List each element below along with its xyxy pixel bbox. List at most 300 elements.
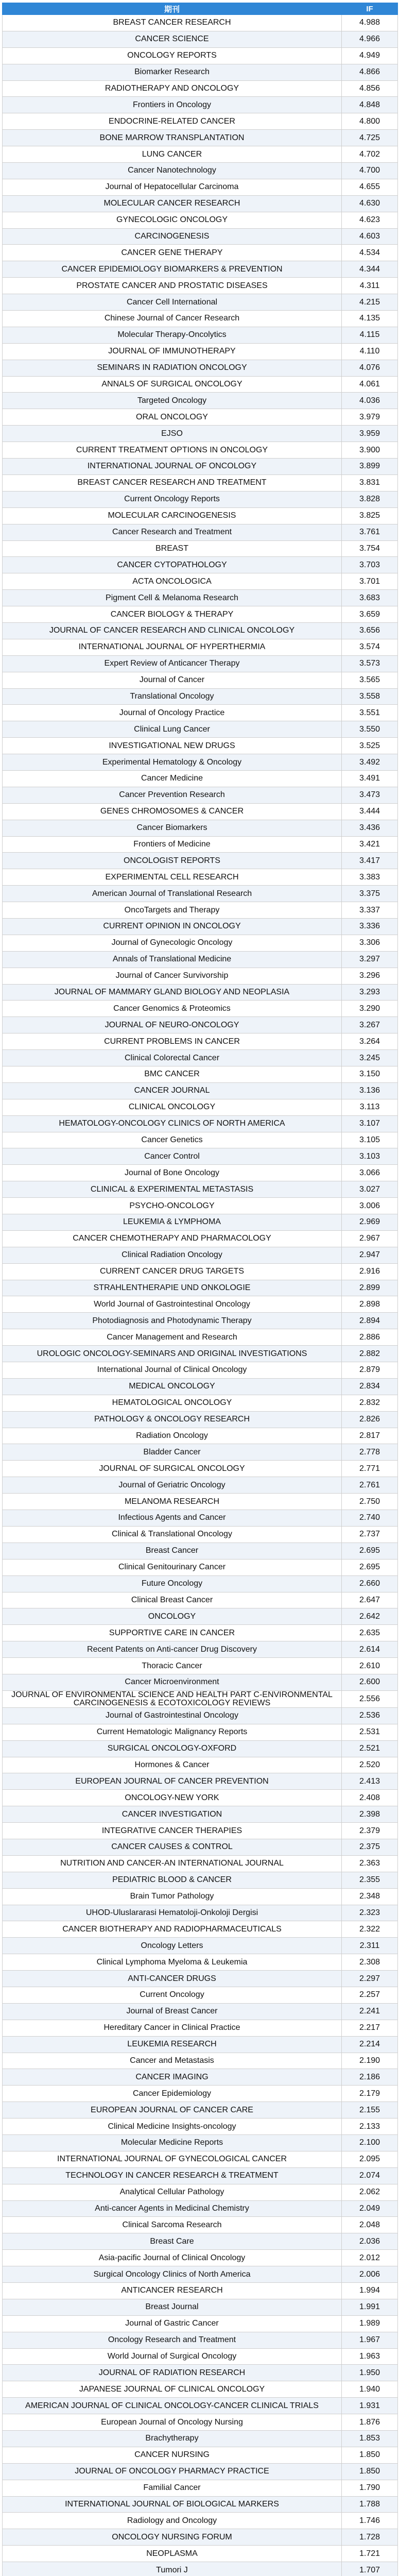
table-row	[3, 1575, 398, 1592]
table-row	[3, 294, 398, 311]
table-row	[3, 1066, 398, 1083]
table-row	[3, 918, 398, 935]
table-row	[3, 343, 398, 360]
impact-factor-cell: 2.536	[342, 1707, 398, 1724]
impact-factor-cell: 3.150	[342, 1066, 398, 1083]
journal-name-cell: INTERNATIONAL JOURNAL OF BIOLOGICAL MARKERS	[3, 2496, 342, 2513]
impact-factor-cell: 3.565	[342, 672, 398, 688]
impact-factor-cell: 3.336	[342, 918, 398, 935]
impact-factor-cell: 4.630	[342, 195, 398, 212]
journal-name-cell: LUNG CANCER	[3, 146, 342, 163]
journal-name-cell: UROLOGIC ONCOLOGY-SEMINARS AND ORIGINAL INVESTIGATIONS	[3, 1346, 342, 1362]
table-row	[3, 2069, 398, 2086]
impact-factor-cell: 2.379	[342, 1823, 398, 1839]
table-row	[3, 2315, 398, 2332]
journal-name-cell: Chinese Journal of Cancer Research	[3, 311, 342, 327]
journal-name-cell: Journal of Cancer	[3, 672, 342, 688]
journal-name-cell: Tumori J	[3, 2562, 342, 2576]
table-row	[3, 738, 398, 754]
journal-name-cell: Cancer and Metastasis	[3, 2053, 342, 2069]
impact-factor-cell: 3.573	[342, 655, 398, 672]
table-row	[3, 1757, 398, 1773]
journal-name-cell: SEMINARS IN RADIATION ONCOLOGY	[3, 360, 342, 376]
journal-name-cell: Clinical Breast Cancer	[3, 1592, 342, 1608]
impact-factor-cell: 2.531	[342, 1724, 398, 1740]
table-row	[3, 902, 398, 919]
impact-factor-cell: 1.850	[342, 2447, 398, 2463]
impact-factor-cell: 2.408	[342, 1790, 398, 1806]
journal-name-cell: JOURNAL OF CANCER RESEARCH AND CLINICAL ONCOLOGY	[3, 622, 342, 639]
journal-name-cell: CURRENT PROBLEMS IN CANCER	[3, 1033, 342, 1050]
journal-name-cell: Journal of Hepatocellular Carcinoma	[3, 179, 342, 195]
table-row	[3, 113, 398, 130]
journal-name-cell: Surgical Oncology Clinics of North America	[3, 2266, 342, 2283]
table-row	[3, 1362, 398, 1379]
impact-factor-cell: 3.306	[342, 935, 398, 951]
journal-name-cell: Current Oncology Reports	[3, 491, 342, 507]
impact-factor-cell: 3.899	[342, 459, 398, 475]
impact-factor-cell: 2.556	[342, 1690, 398, 1707]
impact-factor-cell: 3.103	[342, 1148, 398, 1165]
table-row	[3, 705, 398, 721]
table-row	[3, 1921, 398, 1938]
impact-factor-cell: 3.558	[342, 688, 398, 705]
journal-name-cell: ACTA ONCOLOGICA	[3, 573, 342, 590]
journal-name-cell: EUROPEAN JOURNAL OF CANCER CARE	[3, 2102, 342, 2119]
table-row	[3, 803, 398, 820]
journal-name-cell: Oncology Letters	[3, 1938, 342, 1954]
journal-name-cell: CANCER NURSING	[3, 2447, 342, 2463]
journal-name-cell: Cancer Prevention Research	[3, 787, 342, 803]
table-row	[3, 2513, 398, 2529]
impact-factor-cell: 2.660	[342, 1575, 398, 1592]
journal-name-cell: PATHOLOGY & ONCOLOGY RESEARCH	[3, 1411, 342, 1428]
table-row	[3, 195, 398, 212]
table-row	[3, 1346, 398, 1362]
impact-factor-cell: 4.856	[342, 80, 398, 97]
journal-name-cell: Molecular Medicine Reports	[3, 2135, 342, 2151]
table-row	[3, 376, 398, 393]
table-row	[3, 935, 398, 951]
impact-factor-cell: 2.916	[342, 1263, 398, 1280]
journal-name-cell: ONCOLOGY	[3, 1608, 342, 1625]
journal-name-cell: Analytical Cellular Pathology	[3, 2184, 342, 2200]
impact-factor-cell: 3.436	[342, 820, 398, 836]
impact-factor-cell: 3.656	[342, 622, 398, 639]
impact-factor-cell: 2.610	[342, 1658, 398, 1674]
impact-factor-cell: 1.991	[342, 2299, 398, 2315]
table-row	[3, 2151, 398, 2167]
journal-name-cell: ANNALS OF SURGICAL ONCOLOGY	[3, 376, 342, 393]
impact-factor-cell: 2.006	[342, 2266, 398, 2283]
journal-name-cell: Hormones & Cancer	[3, 1757, 342, 1773]
table-header-row	[3, 3, 398, 15]
journal-name-cell: Anti-cancer Agents in Medicinal Chemistry	[3, 2200, 342, 2217]
impact-factor-cell: 2.257	[342, 1987, 398, 2003]
impact-factor-cell: 2.521	[342, 1740, 398, 1757]
journal-name-cell: Clinical Lymphoma Myeloma & Leukemia	[3, 1954, 342, 1971]
impact-factor-cell: 1.788	[342, 2496, 398, 2513]
impact-factor-cell: 1.994	[342, 2283, 398, 2299]
impact-factor-cell: 2.363	[342, 1855, 398, 1872]
table-row	[3, 2414, 398, 2431]
table-row	[3, 1641, 398, 1658]
journal-name-cell: JOURNAL OF RADIATION RESEARCH	[3, 2365, 342, 2381]
impact-factor-cell: 2.297	[342, 1971, 398, 1987]
table-row	[3, 820, 398, 836]
impact-factor-cell: 2.155	[342, 2102, 398, 2119]
journal-name-cell: Breast Journal	[3, 2299, 342, 2315]
journal-name-cell: Translational Oncology	[3, 688, 342, 705]
table-row	[3, 1115, 398, 1132]
table-row	[3, 1198, 398, 1214]
table-row	[3, 1658, 398, 1674]
table-row	[3, 1230, 398, 1247]
journal-name-cell: CANCER SCIENCE	[3, 31, 342, 47]
impact-factor-cell: 2.322	[342, 1921, 398, 1938]
journal-name-cell: JAPANESE JOURNAL OF CLINICAL ONCOLOGY	[3, 2381, 342, 2398]
table-row	[3, 1526, 398, 1543]
impact-factor-cell: 4.215	[342, 294, 398, 311]
table-row	[3, 573, 398, 590]
impact-factor-cell: 2.348	[342, 1888, 398, 1905]
journal-name-cell: Biomarker Research	[3, 64, 342, 80]
journal-name-cell: Familial Cancer	[3, 2480, 342, 2496]
impact-factor-cell: 2.882	[342, 1346, 398, 1362]
journal-name-cell: CURRENT TREATMENT OPTIONS IN ONCOLOGY	[3, 442, 342, 459]
impact-factor-cell: 4.966	[342, 31, 398, 47]
impact-factor-cell: 3.525	[342, 738, 398, 754]
journal-name-cell: Infectious Agents and Cancer	[3, 1510, 342, 1527]
journal-name-cell: CANCER CHEMOTHERAPY AND PHARMACOLOGY	[3, 1230, 342, 1247]
impact-factor-cell: 3.761	[342, 524, 398, 540]
journal-name-cell: HEMATOLOGICAL ONCOLOGY	[3, 1395, 342, 1411]
impact-factor-cell: 1.746	[342, 2513, 398, 2529]
table-row	[3, 1001, 398, 1017]
journal-name-cell: Bladder Cancer	[3, 1444, 342, 1461]
journal-name-cell: TECHNOLOGY IN CANCER RESEARCH & TREATMENT	[3, 2167, 342, 2184]
journal-name-cell: Journal of Gynecologic Oncology	[3, 935, 342, 951]
table-row	[3, 163, 398, 179]
table-row	[3, 869, 398, 886]
journal-name-cell: EUROPEAN JOURNAL OF CANCER PREVENTION	[3, 1773, 342, 1790]
table-row	[3, 442, 398, 459]
journal-name-cell: NUTRITION AND CANCER-AN INTERNATIONAL JOURNAL	[3, 1855, 342, 1872]
impact-factor-cell: 2.826	[342, 1411, 398, 1428]
journal-name-cell: Thoracic Cancer	[3, 1658, 342, 1674]
impact-factor-cell: 4.848	[342, 97, 398, 113]
impact-factor-cell: 3.296	[342, 968, 398, 984]
impact-factor-cell: 2.647	[342, 1592, 398, 1608]
impact-factor-cell: 2.771	[342, 1461, 398, 1477]
impact-factor-cell: 2.217	[342, 2020, 398, 2036]
journal-name-cell: CANCER CYTOPATHOLOGY	[3, 557, 342, 573]
journal-name-cell: Targeted Oncology	[3, 393, 342, 409]
table-row	[3, 1329, 398, 1346]
impact-factor-cell: 1.967	[342, 2332, 398, 2348]
journal-name-cell: MELANOMA RESEARCH	[3, 1494, 342, 1510]
journal-name-cell: CANCER JOURNAL	[3, 1082, 342, 1099]
journal-name-cell: Clinical Medicine Insights-oncology	[3, 2119, 342, 2135]
table-row	[3, 1740, 398, 1757]
impact-factor-cell: 3.754	[342, 540, 398, 557]
impact-factor-cell: 2.311	[342, 1938, 398, 1954]
table-row	[3, 1395, 398, 1411]
journal-name-cell: ORAL ONCOLOGY	[3, 409, 342, 426]
journal-name-cell: MOLECULAR CANCER RESEARCH	[3, 195, 342, 212]
table-row	[3, 1987, 398, 2003]
journal-name-cell: LEUKEMIA & LYMPHOMA	[3, 1214, 342, 1231]
table-row	[3, 1411, 398, 1428]
journal-name-cell: GENES CHROMOSOMES & CANCER	[3, 803, 342, 820]
impact-factor-cell: 2.600	[342, 1674, 398, 1690]
table-row	[3, 228, 398, 245]
journal-name-cell: Cancer Microenvironment	[3, 1674, 342, 1690]
impact-factor-cell: 2.879	[342, 1362, 398, 1379]
impact-factor-cell: 2.048	[342, 2217, 398, 2233]
impact-factor-cell: 1.950	[342, 2365, 398, 2381]
impact-factor-cell: 3.264	[342, 1033, 398, 1050]
table-row	[3, 1839, 398, 1855]
journal-name-cell: Clinical & Translational Oncology	[3, 1526, 342, 1543]
impact-factor-cell: 2.413	[342, 1773, 398, 1790]
table-row	[3, 1855, 398, 1872]
journal-name-cell: Cancer Medicine	[3, 770, 342, 787]
journal-name-cell: Clinical Radiation Oncology	[3, 1247, 342, 1263]
table-row	[3, 2053, 398, 2069]
journal-name-cell: Future Oncology	[3, 1575, 342, 1592]
table-row	[3, 968, 398, 984]
journal-name-cell: Breast Cancer	[3, 1543, 342, 1559]
table-row	[3, 557, 398, 573]
table-row	[3, 721, 398, 738]
journal-name-cell: Clinical Colorectal Cancer	[3, 1050, 342, 1066]
impact-factor-cell: 2.095	[342, 2151, 398, 2167]
impact-factor-cell: 3.375	[342, 886, 398, 902]
journal-name-cell: EJSO	[3, 426, 342, 442]
impact-factor-cell: 3.417	[342, 853, 398, 869]
table-row	[3, 1888, 398, 1905]
impact-factor-cell: 1.940	[342, 2381, 398, 2398]
journal-name-cell: Clinical Lung Cancer	[3, 721, 342, 738]
journal-name-cell: Radiology and Oncology	[3, 2513, 342, 2529]
impact-factor-cell: 1.707	[342, 2562, 398, 2576]
impact-factor-cell: 2.100	[342, 2135, 398, 2151]
journal-name-cell: BREAST	[3, 540, 342, 557]
journal-name-cell: CANCER BIOTHERAPY AND RADIOPHARMACEUTICALS	[3, 1921, 342, 1938]
table-row	[3, 1033, 398, 1050]
table-row	[3, 655, 398, 672]
impact-factor-cell: 3.492	[342, 754, 398, 771]
table-row	[3, 2135, 398, 2151]
table-row	[3, 2480, 398, 2496]
table-row	[3, 261, 398, 278]
journal-name-cell: ENDOCRINE-RELATED CANCER	[3, 113, 342, 130]
journal-name-cell: Journal of Gastrointestinal Oncology	[3, 1707, 342, 1724]
impact-factor-cell: 2.967	[342, 1230, 398, 1247]
impact-factor-cell: 2.832	[342, 1395, 398, 1411]
journal-name-cell: Breast Care	[3, 2233, 342, 2250]
impact-factor-cell: 3.267	[342, 1017, 398, 1033]
table-row	[3, 1214, 398, 1231]
journal-name-cell: NEOPLASMA	[3, 2546, 342, 2562]
journal-name-cell: Photodiagnosis and Photodynamic Therapy	[3, 1313, 342, 1329]
impact-factor-cell: 3.831	[342, 474, 398, 491]
table-row	[3, 1181, 398, 1198]
journal-name-cell: Brachytherapy	[3, 2431, 342, 2447]
table-row	[3, 179, 398, 195]
table-row	[3, 31, 398, 47]
impact-factor-cell: 1.790	[342, 2480, 398, 2496]
impact-factor-cell: 3.337	[342, 902, 398, 919]
impact-factor-cell: 2.834	[342, 1378, 398, 1395]
table-row	[3, 212, 398, 228]
journal-name-cell: JOURNAL OF IMMUNOTHERAPY	[3, 343, 342, 360]
impact-factor-cell: 2.894	[342, 1313, 398, 1329]
journal-name-cell: Hereditary Cancer in Clinical Practice	[3, 2020, 342, 2036]
journal-name-cell: JOURNAL OF SURGICAL ONCOLOGY	[3, 1461, 342, 1477]
table-row	[3, 853, 398, 869]
journal-name-cell: EXPERIMENTAL CELL RESEARCH	[3, 869, 342, 886]
impact-factor-cell: 4.534	[342, 245, 398, 261]
impact-factor-cell: 4.115	[342, 327, 398, 343]
table-row	[3, 2332, 398, 2348]
table-row	[3, 2266, 398, 2283]
table-row	[3, 754, 398, 771]
table-row	[3, 474, 398, 491]
impact-factor-cell: 1.963	[342, 2348, 398, 2365]
table-row	[3, 15, 398, 31]
table-row	[3, 590, 398, 606]
table-row	[3, 1806, 398, 1823]
impact-factor-cell: 2.898	[342, 1296, 398, 1313]
journal-name-cell: RADIOTHERAPY AND ONCOLOGY	[3, 80, 342, 97]
table-row	[3, 2167, 398, 2184]
table-row	[3, 1296, 398, 1313]
journal-name-cell: CANCER IMAGING	[3, 2069, 342, 2086]
table-row	[3, 1247, 398, 1263]
table-row	[3, 2529, 398, 2546]
journal-name-cell: ONCOLOGIST REPORTS	[3, 853, 342, 869]
journal-name-cell: JOURNAL OF MAMMARY GLAND BIOLOGY AND NEOPLASIA	[3, 984, 342, 1001]
journal-name-cell: OncoTargets and Therapy	[3, 902, 342, 919]
table-row	[3, 2496, 398, 2513]
impact-factor-cell: 1.931	[342, 2398, 398, 2414]
table-row	[3, 622, 398, 639]
impact-factor-cell: 3.297	[342, 951, 398, 968]
table-row	[3, 97, 398, 113]
journal-name-cell: Current Hematologic Malignancy Reports	[3, 1724, 342, 1740]
table-row	[3, 1608, 398, 1625]
table-row	[3, 507, 398, 524]
journal-name-cell: CANCER EPIDEMIOLOGY BIOMARKERS & PREVENTION	[3, 261, 342, 278]
impact-factor-cell: 4.135	[342, 311, 398, 327]
impact-factor-cell: 2.190	[342, 2053, 398, 2069]
table-row	[3, 1625, 398, 1641]
impact-factor-cell: 4.623	[342, 212, 398, 228]
journal-name-cell: Experimental Hematology & Oncology	[3, 754, 342, 771]
table-row	[3, 1132, 398, 1148]
table-row	[3, 1082, 398, 1099]
journal-name-cell: JOURNAL OF ENVIRONMENTAL SCIENCE AND HEALTH PART C-ENVIRONMENTAL CARCINOGENESIS & ECOTOXICOLOGY REVIEWS	[3, 1690, 342, 1707]
journal-name-cell: LEUKEMIA RESEARCH	[3, 2036, 342, 2053]
journal-name-cell: Frontiers of Medicine	[3, 836, 342, 853]
journal-name-cell: BREAST CANCER RESEARCH AND TREATMENT	[3, 474, 342, 491]
impact-factor-cell: 2.133	[342, 2119, 398, 2135]
table-row	[3, 64, 398, 80]
journal-name-cell: BONE MARROW TRANSPLANTATION	[3, 130, 342, 146]
impact-factor-cell: 2.740	[342, 1510, 398, 1527]
table-row	[3, 360, 398, 376]
journal-name-cell: Radiation Oncology	[3, 1428, 342, 1444]
impact-factor-cell: 2.899	[342, 1280, 398, 1296]
table-row	[3, 278, 398, 294]
impact-factor-cell: 2.947	[342, 1247, 398, 1263]
impact-factor-cell: 3.551	[342, 705, 398, 721]
impact-factor-cell: 4.311	[342, 278, 398, 294]
table-row	[3, 2184, 398, 2200]
table-row	[3, 2119, 398, 2135]
table-row	[3, 1559, 398, 1575]
table-row	[3, 672, 398, 688]
journal-name-cell: World Journal of Surgical Oncology	[3, 2348, 342, 2365]
table-row	[3, 1954, 398, 1971]
journal-name-cell: PSYCHO-ONCOLOGY	[3, 1198, 342, 1214]
table-row	[3, 2217, 398, 2233]
impact-factor-cell: 4.988	[342, 15, 398, 31]
journal-name-cell: Cancer Biomarkers	[3, 820, 342, 836]
impact-factor-cell: 2.323	[342, 1905, 398, 1921]
impact-factor-cell: 3.550	[342, 721, 398, 738]
impact-factor-cell: 4.344	[342, 261, 398, 278]
journal-name-cell: PROSTATE CANCER AND PROSTATIC DISEASES	[3, 278, 342, 294]
impact-factor-cell: 2.520	[342, 1757, 398, 1773]
table-row	[3, 1510, 398, 1527]
journal-name-cell: INTERNATIONAL JOURNAL OF ONCOLOGY	[3, 459, 342, 475]
journal-name-cell: CANCER INVESTIGATION	[3, 1806, 342, 1823]
impact-factor-cell: 2.375	[342, 1839, 398, 1855]
journal-name-cell: JOURNAL OF ONCOLOGY PHARMACY PRACTICE	[3, 2463, 342, 2480]
impact-factor-cell: 2.214	[342, 2036, 398, 2053]
table-row	[3, 146, 398, 163]
table-row	[3, 2020, 398, 2036]
impact-factor-cell: 3.293	[342, 984, 398, 1001]
journal-name-cell: HEMATOLOGY-ONCOLOGY CLINICS OF NORTH AMERICA	[3, 1115, 342, 1132]
impact-factor-cell: 2.074	[342, 2167, 398, 2184]
journal-name-cell: Journal of Breast Cancer	[3, 2003, 342, 2020]
table-row	[3, 951, 398, 968]
impact-factor-cell: 2.969	[342, 1214, 398, 1231]
table-row	[3, 787, 398, 803]
table-row	[3, 1690, 398, 1707]
impact-factor-cell: 2.036	[342, 2233, 398, 2250]
journal-name-cell: European Journal of Oncology Nursing	[3, 2414, 342, 2431]
table-row	[3, 1099, 398, 1115]
journal-name-cell: INTERNATIONAL JOURNAL OF HYPERTHERMIA	[3, 639, 342, 655]
impact-factor-cell: 3.136	[342, 1082, 398, 1099]
journal-name-cell: Cancer Epidemiology	[3, 2086, 342, 2102]
journal-name-cell: American Journal of Translational Research	[3, 886, 342, 902]
table-row	[3, 2299, 398, 2315]
impact-factor-cell: 2.186	[342, 2069, 398, 2086]
table-row	[3, 1280, 398, 1296]
table-row	[3, 1017, 398, 1033]
journal-impact-table	[2, 3, 398, 2576]
journal-name-cell: MOLECULAR CARCINOGENESIS	[3, 507, 342, 524]
table-row	[3, 2233, 398, 2250]
journal-name-cell: Clinical Genitourinary Cancer	[3, 1559, 342, 1575]
table-row	[3, 459, 398, 475]
